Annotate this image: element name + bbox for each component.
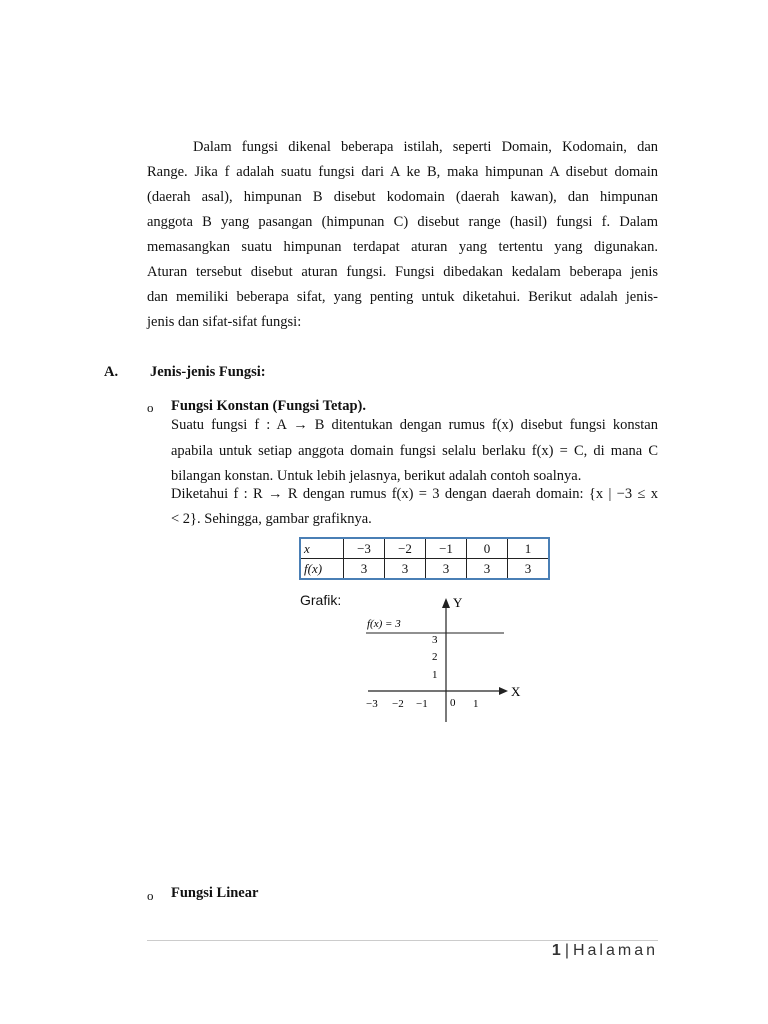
konstan-line: Diketahui f : R → R dengan rumus f(x) = 3 dengan daerah domain: {x | −3 ≤ x — [171, 486, 658, 502]
y-axis-arrow — [442, 598, 450, 608]
table-cell: 3 — [508, 559, 550, 580]
konstan-line: < 2}. Sehingga, gambar grafiknya. — [171, 511, 372, 527]
bullet-marker: o — [147, 400, 154, 415]
x-axis-arrow — [499, 687, 508, 695]
intro-line: Dalam fungsi dikenal beberapa istilah, seperti Domain, Kodomain, dan — [193, 139, 658, 155]
konstan-line: Suatu fungsi f : A → B ditentukan dengan rumus f(x) disebut fungsi konstan — [171, 417, 658, 433]
intro-line: Aturan tersebut disebut aturan fungsi. Fungsi dibedakan kedalam beberapa jenis — [147, 264, 658, 280]
footer-label: Halaman — [572, 942, 658, 959]
y-tick-label: 1 — [432, 669, 438, 681]
table-cell: 1 — [508, 538, 550, 559]
x-tick-label: −1 — [416, 698, 428, 710]
table-cell: −1 — [426, 538, 467, 559]
table-row — [300, 559, 549, 580]
table-cell: −3 — [344, 538, 385, 559]
x-tick-label: −2 — [392, 698, 404, 710]
table-cell: 3 — [467, 559, 508, 580]
intro-line: (daerah asal), himpunan B disebut kodomain (daerah kawan), dan himpunan — [147, 189, 658, 205]
y-tick-label: 2 — [432, 651, 438, 663]
page-number: 1 — [551, 942, 561, 959]
table-cell: f(x) — [300, 559, 344, 580]
section-title: Jenis-jenis Fungsi: — [150, 364, 266, 380]
intro-line: Range. Jika f adalah suatu fungsi dari A ke B, maka himpunan A disebut domain — [147, 164, 658, 180]
x-axis-label: X — [511, 684, 521, 699]
y-axis-label: Y — [453, 595, 463, 610]
section-letter: A. — [104, 364, 119, 380]
table-cell: −2 — [385, 538, 426, 559]
footer-separator: | — [564, 942, 569, 959]
intro-line: anggota B yang pasangan (himpunan C) disebut range (hasil) fungsi f. Dalam — [147, 214, 658, 230]
x-tick-label: −3 — [366, 698, 378, 710]
table-cell: 0 — [467, 538, 508, 559]
footer-divider — [147, 940, 658, 941]
intro-line: dan memiliki beberapa sifat, yang penting untuk diketahui. Berikut adalah jenis- — [147, 289, 658, 305]
page-footer — [552, 942, 658, 960]
constant-function-graph — [360, 592, 530, 728]
x-tick-label: 0 — [450, 697, 456, 709]
konstan-title: Fungsi Konstan (Fungsi Tetap). — [171, 398, 367, 414]
graph-caption: Grafik: — [300, 592, 342, 608]
table-cell: 3 — [426, 559, 467, 580]
intro-line: memasangkan suatu himpunan terdapat aturan yang tertentu yang digunakan. — [147, 239, 658, 255]
table-cell: x — [300, 538, 344, 559]
function-label: f(x) = 3 — [367, 618, 401, 630]
bullet-marker: o — [147, 888, 154, 903]
table-cell: 3 — [385, 559, 426, 580]
table-row — [300, 538, 549, 559]
konstan-line: apabila untuk setiap anggota domain fungsi selalu berlaku f(x) = C, di mana C — [171, 443, 658, 459]
linear-title: Fungsi Linear — [171, 885, 259, 901]
konstan-line: bilangan konstan. Untuk lebih jelasnya, berikut adalah contoh soalnya. — [171, 468, 582, 484]
y-tick-label: 3 — [432, 634, 438, 646]
x-tick-label: 1 — [473, 698, 479, 710]
intro-line: jenis dan sifat-sifat fungsi: — [147, 314, 302, 330]
table-cell: 3 — [344, 559, 385, 580]
function-value-table — [299, 537, 550, 580]
